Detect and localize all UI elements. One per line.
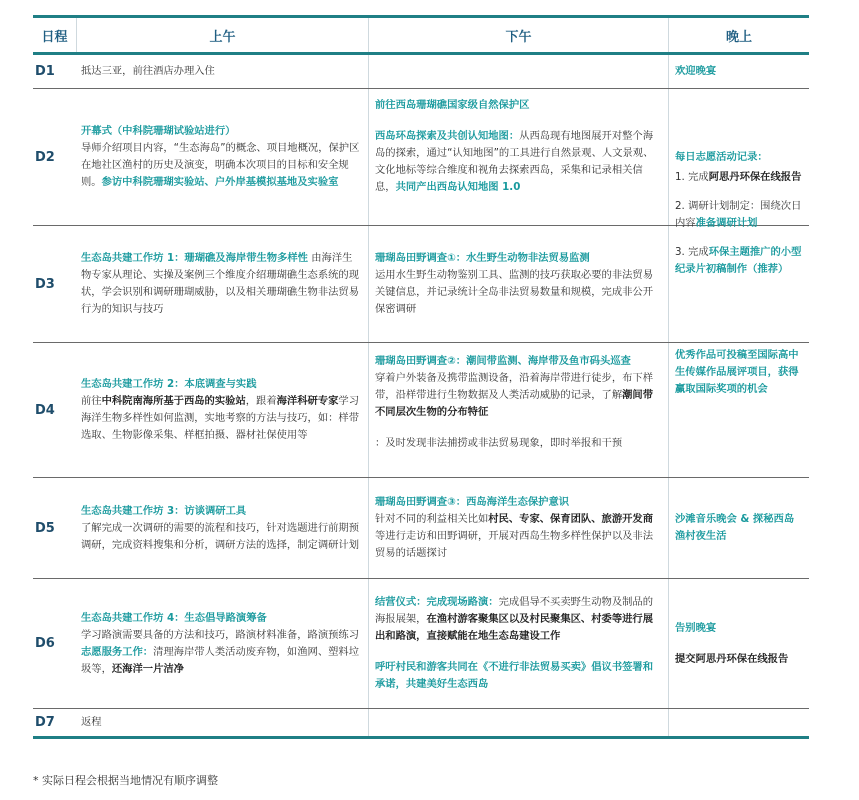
d5-eve-title: 沙滩音乐晚会 & 探秘西岛渔村夜生活 (675, 513, 795, 542)
eve-item-3-pre: 3. 完成 (675, 246, 709, 258)
d3-pm-text: 运用水生野生动物鉴别工具、监测的技巧获取必要的非法贸易关键信息，并记录统计全岛非法贸易数量和规模，完成非公开保密调研 (375, 269, 654, 315)
d3-pm (369, 226, 669, 342)
d6-eve-bold: 提交阿思丹环保在线报告 (675, 652, 789, 665)
eve-item-3-hl: 环保主题推广的小型纪录片初稿制作（推荐） (675, 246, 802, 275)
d4-am-bold: 中科院南海所基于西岛的实验站 (101, 395, 246, 407)
eve-item-1-pre: 1. 完成 (675, 171, 709, 183)
day-label: D2 (35, 149, 55, 165)
d3-pm-title: 珊瑚岛田野调查①：水生野生动物非法贸易监测 (375, 252, 590, 264)
eve-block-list (675, 169, 805, 278)
eve-item-2-hl: 准备调研计划 (695, 217, 758, 229)
eve-block-highlight: 优秀作品可投稿至国际高中生传媒作品展评项目，获得赢取国际奖项的机会 (675, 349, 799, 395)
d5-eve (669, 478, 809, 578)
d4-pm-text2: ：及时发现非法捕捞或非法贸易现象，即时举报和干预 (375, 437, 623, 449)
d5-pm-bold: 村民、专家、保育团队、旅游开发商 (488, 513, 654, 525)
footnote: * 实际日程会根据当地情况有顺序调整 (33, 774, 218, 787)
day-label: D3 (35, 276, 55, 292)
d4-eve (669, 343, 809, 477)
d6-pm-text: 完成倡导不买卖野生动物及制品的海报展架， (375, 596, 654, 625)
d6-am-title: 生态岛共建工作坊 4：生态倡导路演筹备 (81, 611, 267, 624)
d2-am-title: 开幕式（中科院珊瑚试验站进行） (81, 125, 236, 137)
eve-block-title: 每日志愿活动记录： (675, 151, 768, 163)
d3-am-title: 生态岛共建工作坊 1：珊瑚礁及海岸带生物多样性 (81, 252, 308, 264)
d6-pm-title: 结营仪式：完成现场路演： (375, 596, 499, 608)
d2-am-tail: 参访中科院珊瑚实验站、户外岸基模拟基地及实验室 (101, 176, 339, 188)
d2-pm (369, 89, 669, 225)
d4-am-hl: 海洋科研专家 (276, 395, 339, 407)
d5-am (33, 478, 369, 578)
d1-am (33, 55, 369, 88)
d7-am-text: 返程 (81, 716, 102, 728)
row-d1 (33, 55, 809, 89)
d1-eve (669, 55, 809, 88)
header-day: 日程 (33, 18, 77, 52)
eve-item-2-pre: 2. 调研计划制定：围绕次日内容 (675, 200, 802, 229)
d5-am-text: 了解完成一次调研的需要的流程和技巧，针对选题进行前期预调研，完成资料搜集和分析，调研方法的选择，制定调研计划 (81, 521, 360, 551)
table-header (33, 15, 809, 55)
header-pm: 下午 (369, 18, 669, 52)
d5-pm (369, 478, 669, 578)
d5-pm-title: 珊瑚岛田野调查③：西岛海洋生态保护意识 (375, 496, 570, 508)
d6-pm (369, 579, 669, 708)
d6-pm-bold: 在渔村游客聚集区以及村民聚集区、村委等进行展出和路演，直接赋能在地生态岛建设工作 (375, 613, 654, 642)
d6-eve-title: 告别晚宴 (675, 621, 717, 634)
d3-am-text: 由海洋生物专家从理论、实操及案例三个维度介绍珊瑚礁生态系统的现状，学会识别和调研珊瑚威胁，以及相关珊瑚礁生物非法贸易行为的知识与技巧 (81, 252, 360, 315)
day-label: D7 (35, 715, 55, 730)
d7-am (33, 709, 369, 736)
d2-pm-tail: 共同产出西岛认知地图 1.0 (395, 181, 521, 193)
d2-am (33, 89, 369, 225)
d1-pm (369, 55, 669, 88)
d1-eve-title: 欢迎晚宴 (675, 65, 717, 77)
d6-am-title2: 志愿服务工作： (81, 645, 154, 658)
d5-pm-text: 等进行走访和田野调研，开展对西岛生物多样性保护以及非法贸易的话题探讨 (375, 530, 654, 559)
d4-pm-text: 穿着户外装备及携带监测设备，沿着海岸带进行徒步，布下样带，沿样带进行生物数据及人类活动威胁的记录，了解 (375, 372, 654, 401)
d4-pm (369, 343, 669, 477)
row-d7 (33, 709, 809, 739)
row-d5 (33, 478, 809, 579)
d4-pm-title: 珊瑚岛田野调查②：潮间带监测、海岸带及鱼市码头巡查 (375, 355, 631, 367)
d2-pm-text: 从西岛现有地图展开对整个海岛的探索，通过“认知地图”的工具进行自然景观、人文景观、文化地标等综合维度和视角去探索西岛，采集和记录相关信息， (375, 130, 654, 193)
d6-pm-tail: 呼吁村民和游客共同在《不进行非法贸易买卖》倡议书签署和承诺，共建美好生态西岛 (375, 661, 654, 690)
header-am: 上午 (77, 18, 369, 52)
d4-am-pre: 前往 (81, 395, 102, 407)
d1-am-text: 抵达三亚，前往酒店办理入住 (81, 65, 215, 77)
day-label: D6 (35, 636, 55, 651)
d5-am-title: 生态岛共建工作坊 3：访谈调研工具 (81, 504, 247, 517)
d6-am-text2: 清理海岸带人类活动废弃物，如渔网、塑料垃圾等， (81, 645, 360, 675)
d4-am-title: 生态岛共建工作坊 2：本底调查与实践 (81, 378, 257, 390)
d6-am-bold: 还海洋一片洁净 (111, 662, 184, 675)
day-label: D5 (35, 520, 55, 536)
d6-eve (669, 579, 809, 708)
d4-am-mid: ，跟着 (245, 395, 277, 407)
schedule-table (33, 15, 809, 739)
d7-pm (369, 709, 669, 736)
d4-am-text: 学习海洋生物多样性如何监测，实地考察的方法与技巧，如：样带选取、生物影像采集、样框拍摄、器材社保使用等 (81, 395, 360, 441)
d2-am-text: 导师介绍项目内容，“生态海岛”的概念、项目地概况，保护区在地社区渔村的历史及演变，明确本次项目的目标和安全规则。 (81, 142, 360, 188)
row-d4 (33, 343, 809, 478)
day-label: D4 (35, 402, 55, 418)
d4-am (33, 343, 369, 477)
d6-am-text: 学习路演需要具备的方法和技巧，路演材料准备，路演预练习 (81, 628, 360, 641)
d2-pm-title2: 西岛环岛探索及共创认知地图： (375, 130, 520, 142)
day-label: D1 (35, 64, 55, 79)
d6-am (33, 579, 369, 708)
d5-pm-pre: 针对不同的利益相关比如 (375, 513, 489, 525)
eve-item-1-bold: 阿思丹环保在线报告 (708, 171, 802, 183)
d3-eve (669, 171, 809, 342)
d3-am (33, 226, 369, 342)
d7-eve (669, 709, 809, 736)
d2-pm-title: 前往西岛珊瑚礁国家级自然保护区 (375, 99, 530, 111)
row-d6 (33, 579, 809, 709)
header-eve: 晚上 (725, 29, 752, 45)
d4-pm-bold: 潮间带不同层次生物的分布特征 (375, 389, 654, 418)
